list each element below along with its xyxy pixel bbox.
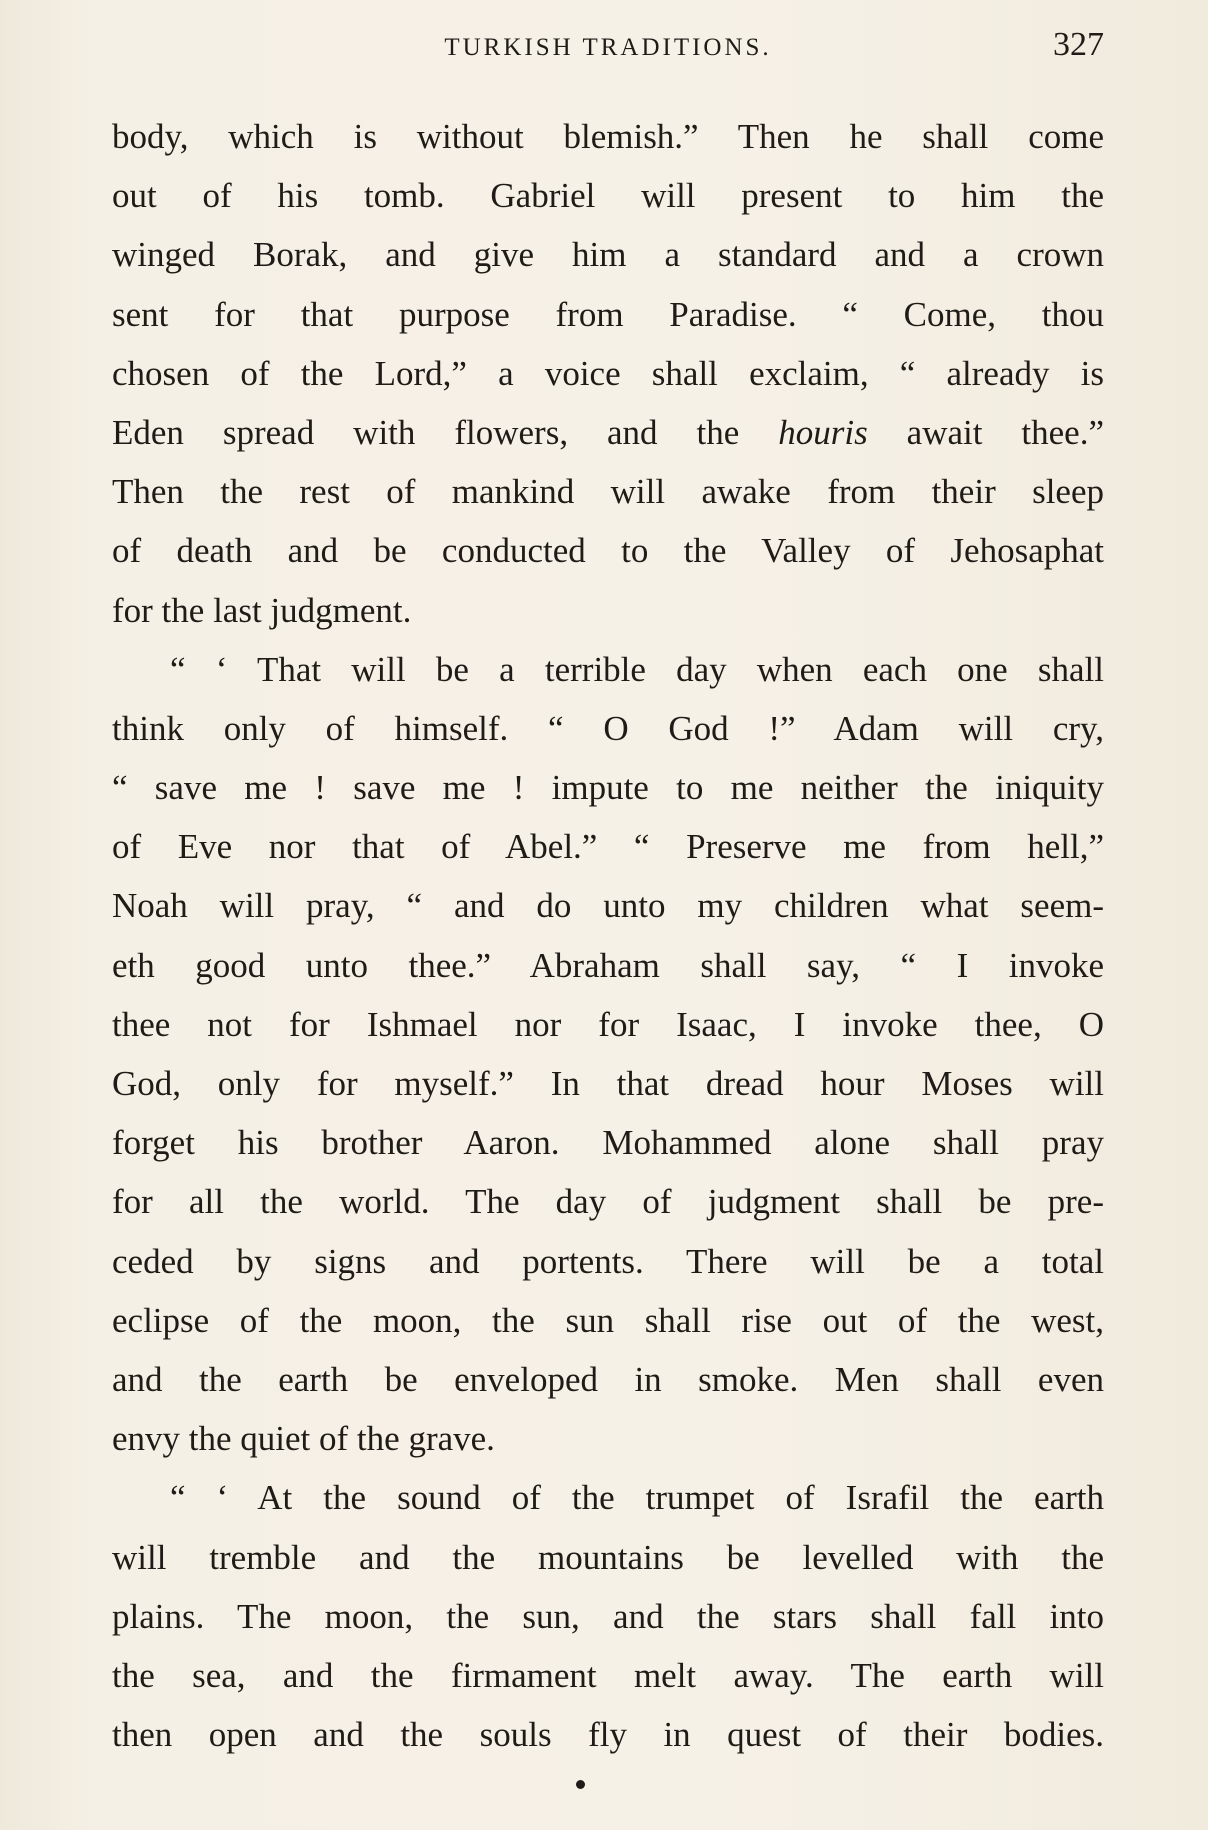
text-line: then open and the souls fly in quest of their bodies.: [112, 1715, 1104, 1755]
text-line: “ ‘ That will be a terrible day when each one shall: [170, 649, 1104, 689]
text-line: [112, 403, 1104, 462]
text-line: Noah will pray, “ and do unto my children what seem-: [112, 886, 1104, 926]
text-line: eth good unto thee.” Abraham shall say, “ I invoke: [112, 945, 1104, 985]
page-number: 327: [1053, 26, 1104, 63]
text-line: and the earth be enveloped in smoke. Men shall even: [112, 1359, 1104, 1399]
text-line: God, only for myself.” In that dread hour Moses will: [112, 1064, 1104, 1103]
text-line: will tremble and the mountains be levelled with the: [112, 1537, 1104, 1577]
text-segment: Eden spread with flowers, and the: [112, 412, 779, 452]
text-line: sent for that purpose from Paradise. “ Come, thou: [112, 294, 1104, 334]
running-head: [112, 26, 1104, 66]
text-line: body, which is without blemish.” Then he shall come: [112, 117, 1104, 156]
text-line: the sea, and the firmament melt away. The earth will: [112, 1655, 1104, 1695]
text-line: of Eve nor that of Abel.” “ Preserve me from hell,”: [112, 827, 1104, 867]
text-line: eclipse of the moon, the sun shall rise out of the west,: [112, 1300, 1104, 1340]
body-text: [112, 107, 1104, 1764]
text-line: for all the world. The day of judgment shall be pre-: [112, 1182, 1104, 1222]
text-line: for the last judgment.: [112, 590, 412, 630]
italic-word: houris: [778, 412, 868, 452]
text-line: envy the quiet of the grave.: [112, 1419, 495, 1459]
text-line: plains. The moon, the sun, and the stars shall fall into: [112, 1596, 1104, 1636]
text-line: “ ‘ At the sound of the trumpet of Israfil the earth: [170, 1478, 1104, 1518]
running-title: TURKISH TRADITIONS.: [444, 34, 772, 61]
text-line: think only of himself. “ O God !” Adam will cry,: [112, 708, 1104, 748]
text-line: forget his brother Aaron. Mohammed alone shall pray: [112, 1123, 1104, 1163]
text-line: winged Borak, and give him a standard and a crown: [112, 235, 1104, 275]
signature-mark: [576, 1780, 585, 1789]
text-line: out of his tomb. Gabriel will present to him the: [112, 176, 1104, 216]
text-line: thee not for Ishmael nor for Isaac, I invoke thee, O: [112, 1004, 1104, 1044]
text-line: of death and be conducted to the Valley of Jehosaphat: [112, 531, 1104, 571]
text-segment: await thee.”: [867, 412, 1105, 452]
text-line: chosen of the Lord,” a voice shall exclaim, “ already is: [112, 353, 1104, 393]
text-line: ceded by signs and portents. There will be a total: [112, 1241, 1104, 1281]
text-line: “ save me ! save me ! impute to me neither the iniquity: [112, 768, 1104, 808]
text-line: Then the rest of mankind will awake from their sleep: [112, 472, 1104, 512]
